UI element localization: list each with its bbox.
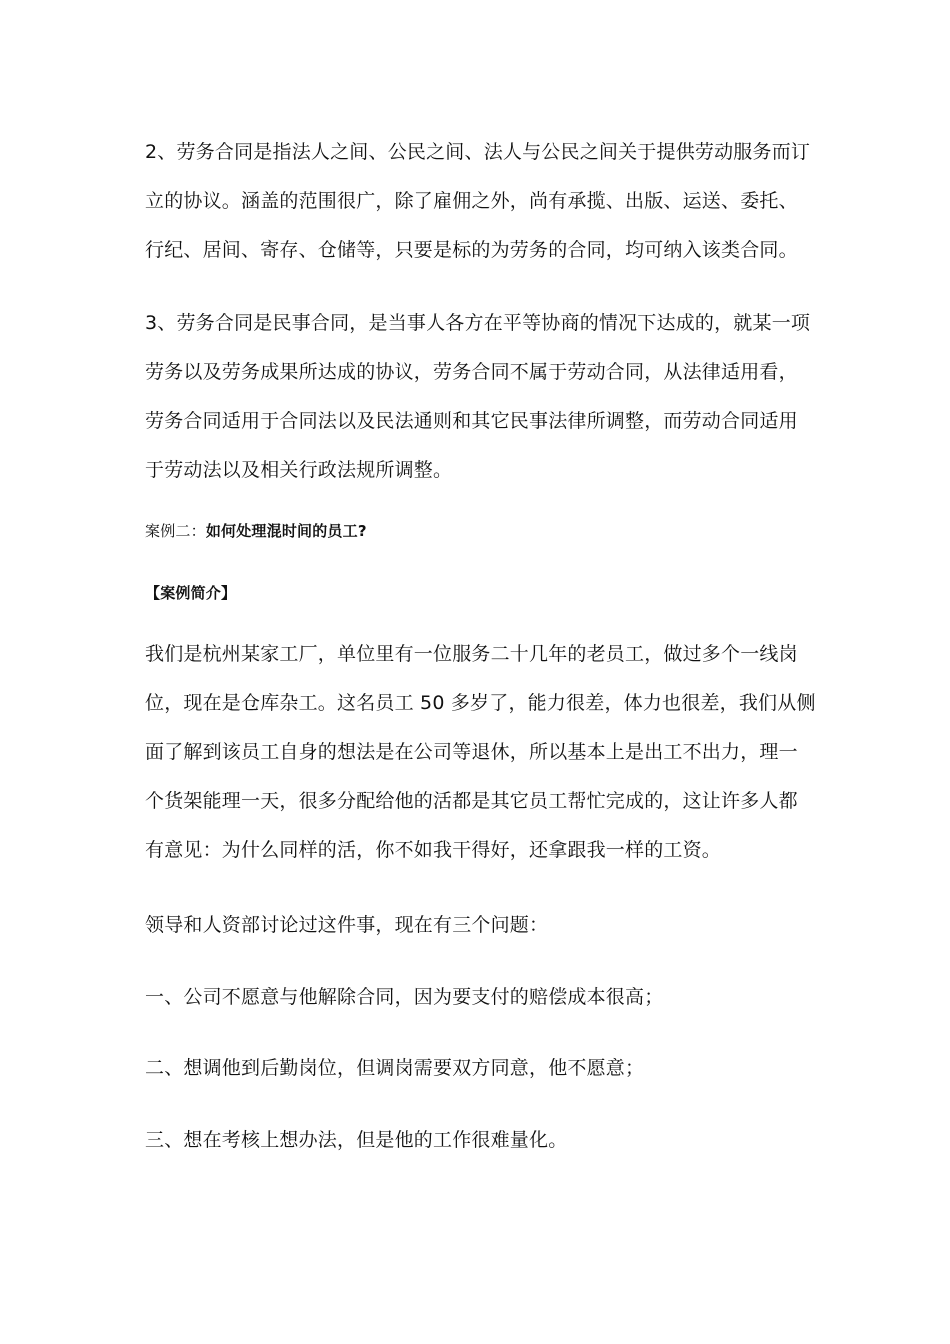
intro-line-4: 个货架能理一天，很多分配给他的活都是其它员工帮忙完成的，这让许多人都 — [145, 790, 798, 812]
paragraph-2-line-1: 2、劳务合同是指法人之间、公民之间、法人与公民之间关于提供劳动服务而订 — [145, 141, 811, 163]
paragraph-3-line-1: 3、劳务合同是民事合同，是当事人各方在平等协商的情况下达成的，就某一项 — [145, 312, 811, 334]
intro-line-5: 有意见：为什么同样的活，你不如我干得好，还拿跟我一样的工资。 — [145, 839, 722, 861]
paragraph-3-line-4: 于劳动法以及相关行政法规所调整。 — [145, 459, 453, 481]
issue-item-2: 二、想调他到后勤岗位，但调岗需要双方同意，他不愿意； — [145, 1057, 645, 1079]
paragraph-2-line-2: 立的协议。涵盖的范围很广，除了雇佣之外，尚有承揽、出版、运送、委托、 — [145, 190, 798, 212]
case-heading-title: 如何处理混时间的员工? — [205, 522, 367, 540]
discussion-line: 领导和人资部讨论过这件事，现在有三个问题： — [145, 914, 549, 936]
intro-line-1: 我们是杭州某家工厂，单位里有一位服务二十几年的老员工，做过多个一线岗 — [145, 643, 798, 665]
paragraph-3-line-3: 劳务合同适用于合同法以及民法通则和其它民事法律所调整，而劳动合同适用 — [145, 410, 798, 432]
intro-line-3: 面了解到该员工自身的想法是在公司等退休，所以基本上是出工不出力，理一 — [145, 741, 798, 763]
paragraph-2-line-3: 行纪、居间、寄存、仓储等，只要是标的为劳务的合同，均可纳入该类合同。 — [145, 239, 798, 261]
issue-item-1: 一、公司不愿意与他解除合同，因为要支付的赔偿成本很高； — [145, 986, 664, 1008]
section-label: 【案例简介】 — [145, 584, 237, 602]
issue-item-3: 三、想在考核上想办法，但是他的工作很难量化。 — [145, 1129, 568, 1151]
case-heading — [145, 520, 367, 542]
case-heading-prefix: 案例二： — [145, 522, 206, 540]
paragraph-3-line-2: 劳务以及劳务成果所达成的协议，劳务合同不属于劳动合同，从法律适用看， — [145, 361, 798, 383]
intro-line-2: 位，现在是仓库杂工。这名员工 50 多岁了，能力很差，体力也很差，我们从侧 — [145, 692, 816, 714]
